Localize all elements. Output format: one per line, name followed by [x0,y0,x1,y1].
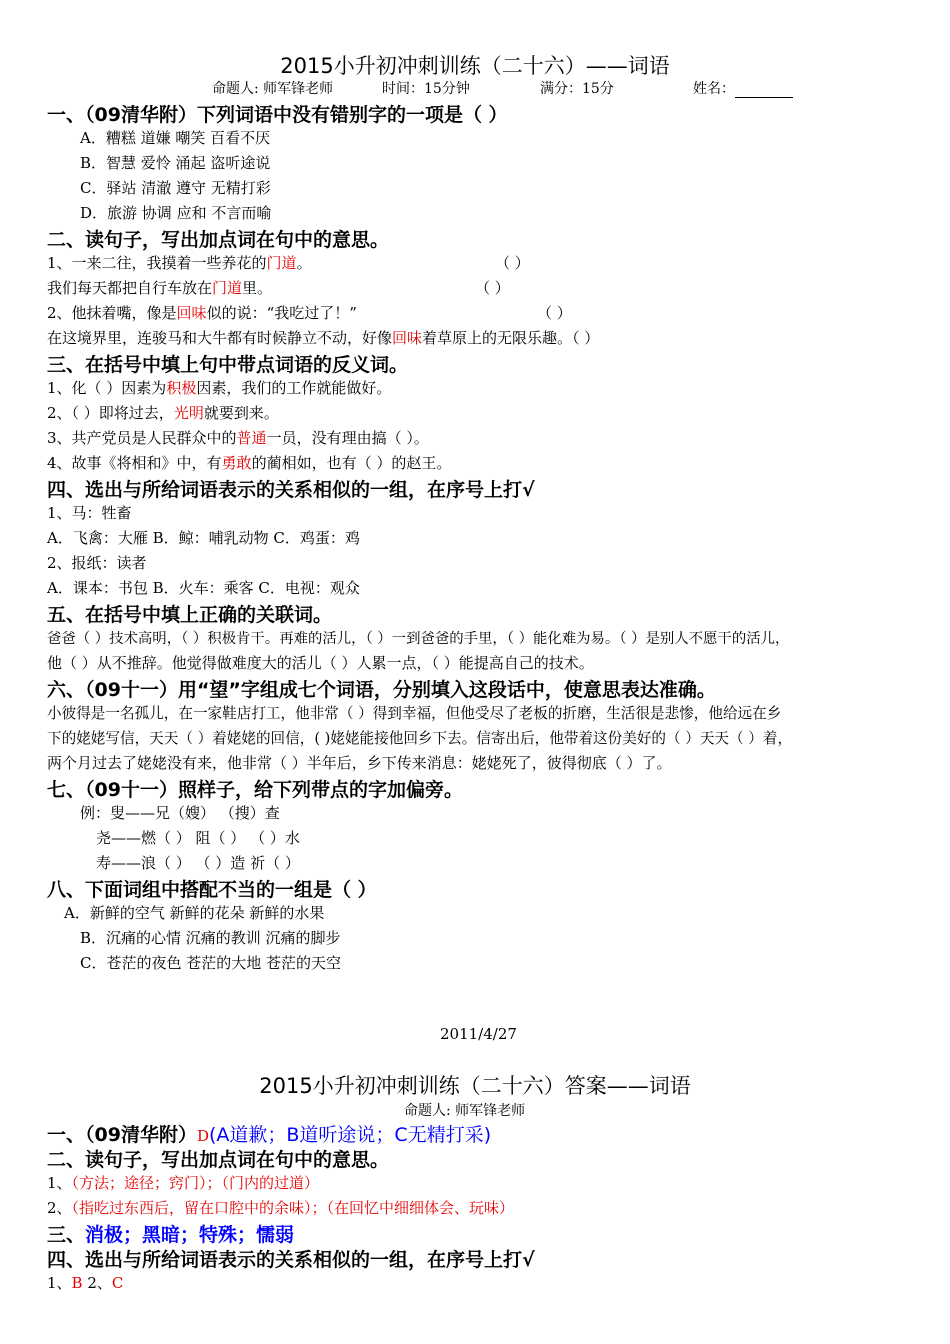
s2-q2-sentence-a: 2、他抹着嘴，像是回味似的说：“我吃过了！” [47,304,357,322]
name-blank[interactable] [735,83,793,98]
dotted-word: 回味 [176,304,207,322]
section-6-heading: 六、（09十一）用“望”字组成七个词语，分别填入这段话中，使意思表达准确。 [47,679,716,701]
date-label: 2011/4/27 [440,1025,517,1043]
s4-q1: 1、马：牲畜 [47,504,132,522]
s1-option-c[interactable]: C．驿站 清澈 遵守 无精打彩 [80,179,271,197]
s3-line-1: 1、化（ ）因素为积极因素，我们的工作就能做好。 [47,379,392,397]
s4-q2-options[interactable]: A．课本：书包 B．火车：乘客 C．电视：观众 [47,579,360,597]
s4-q2: 2、报纸：读者 [47,554,147,572]
dotted-word: 回味 [392,329,423,347]
page-title: 2015小升初冲刺训练（二十六）——词语 [280,54,670,78]
s5-paragraph-line-2[interactable]: 他（ ）从不推辞。他觉得做难度大的活儿（ ）人累一点，（ ）能提高自己的技术。 [47,654,594,672]
s2-q2-sentence-b: 在这境界里，连骏马和大牛都有时候静立不动，好像回味着草原上的无限乐趣。（ ） [47,329,600,347]
section-1-heading: 一、（09清华附）下列词语中没有错别字的一项是（ ） [47,104,508,126]
s3-line-2: 2、（ ）即将过去，光明就要到来。 [47,404,279,422]
s7-line-2[interactable]: 寿——浪（ ） （ ）造 祈（ ） [96,854,300,872]
s8-option-b[interactable]: B．沉痛的心情 沉痛的教训 沉痛的脚步 [80,929,341,947]
s8-option-a[interactable]: A．新鲜的空气 新鲜的花朵 新鲜的水果 [64,904,325,922]
section-7-heading: 七、（09十一）照样子，给下列带点的字加偏旁。 [47,779,463,801]
s2-q2-answer-a[interactable]: （ ） [537,304,572,322]
author-label: 命题人: 师军锋老师 [212,81,334,97]
name-field[interactable]: 姓名： [693,78,793,98]
dotted-word: 门道 [212,279,243,297]
dotted-word: 积极 [166,379,197,397]
section-5-heading: 五、在括号中填上正确的关联词。 [47,604,333,626]
s3-line-3: 3、共产党员是人民群众中的普通一员，没有理由搞（ ）。 [47,429,429,447]
answer-author: 命题人: 师军锋老师 [404,1103,526,1119]
s3-line-4: 4、故事《将相和》中，有勇敢的蔺相如，也有（ ）的赵王。 [47,454,452,472]
s6-paragraph-line-2[interactable]: 下的姥姥写信，天天（ ）着姥姥的回信，( )姥姥能接他回乡下去。信寄出后，他带着这份美好的（ ）天天（ ）着， [47,730,793,747]
s1-option-b[interactable]: B．智慧 爱怜 涌起 盗听途说 [80,154,271,172]
s4-q1-options[interactable]: A．飞禽：大雁 B．鲸：哺乳动物 C．鸡蛋：鸡 [47,529,360,547]
s5-paragraph-line-1[interactable]: 爸爸（ ）技术高明，（ ）积极肯干。再难的活儿，（ ）一到爸爸的手里，（ ）能化难为易。（ ）是别人不愿干的活儿， [47,631,790,647]
dotted-word: 门道 [266,254,297,272]
score-label: 满分：15分 [540,81,614,97]
section-2-heading: 二、读句子，写出加点词在句中的意思。 [47,229,390,251]
answer-2-line-1: 1、（方法；途径；窍门）；（门内的过道） [47,1174,320,1192]
answer-2-heading: 二、读句子，写出加点词在句中的意思。 [47,1149,390,1171]
s2-q1-answer-a[interactable]: （ ） [495,254,530,272]
answer-1-detail: (A道歉；B道听途说；C无精打采) [208,1124,492,1146]
s2-q1-sentence-a: 1、一来二往，我摸着一些养花的门道。 [47,254,312,272]
dotted-word: 普通 [236,429,267,447]
dotted-word: 光明 [173,404,204,422]
s8-option-c[interactable]: C．苍茫的夜色 苍茫的大地 苍茫的天空 [80,954,342,972]
answer-4-heading: 四、选出与所给词语表示的关系相似的一组，在序号上打√ [47,1249,535,1271]
s7-example: 例：叟——兄（嫂） （搜）查 [80,804,280,822]
answer-4-line: 1、B 2、C [47,1274,124,1292]
dotted-word: 勇敢 [221,454,252,472]
s2-q1-sentence-b: 我们每天都把自行车放在门道里。 [47,279,273,297]
s6-paragraph-line-1[interactable]: 小彼得是一名孤儿，在一家鞋店打工，他非常（ ）得到幸福，但他受尽了老板的折磨，生活很是悲惨，他给远在乡 [47,705,782,722]
s2-q1-answer-b[interactable]: （ ） [475,279,510,297]
s1-option-d[interactable]: D．旅游 协调 应和 不言而喻 [80,204,272,222]
answer-title: 2015小升初冲刺训练（二十六）答案——词语 [259,1074,691,1098]
section-8-heading: 八、下面词组中搭配不当的一组是（ ） [47,879,377,901]
s1-option-a[interactable]: A．糟糕 道嫌 嘲笑 百看不厌 [80,129,271,147]
s7-line-1[interactable]: 尧——燃（ ） 阻（ ） （ ）水 [96,829,300,847]
section-3-heading: 三、在括号中填上句中带点词语的反义词。 [47,354,409,376]
answer-3: 三、消极；黑暗；特殊；懦弱 [47,1224,295,1246]
answer-3-text: 消极；黑暗；特殊；懦弱 [85,1224,295,1246]
section-4-heading: 四、选出与所给词语表示的关系相似的一组，在序号上打√ [47,479,535,501]
answer-2-line-2: 2、（指吃过东西后，留在口腔中的余味）；（在回忆中细细体会、玩味） [47,1199,515,1217]
answer-1-letter: D [196,1127,209,1145]
s6-paragraph-line-3[interactable]: 两个月过去了姥姥没有来，他非常（ ）半年后，乡下传来消息：姥姥死了，彼得彻底（ ）了。 [47,754,672,772]
answer-1: 一、（09清华附）D(A道歉；B道听途说；C无精打采) [47,1124,492,1146]
time-label: 时间：15分钟 [382,81,470,97]
